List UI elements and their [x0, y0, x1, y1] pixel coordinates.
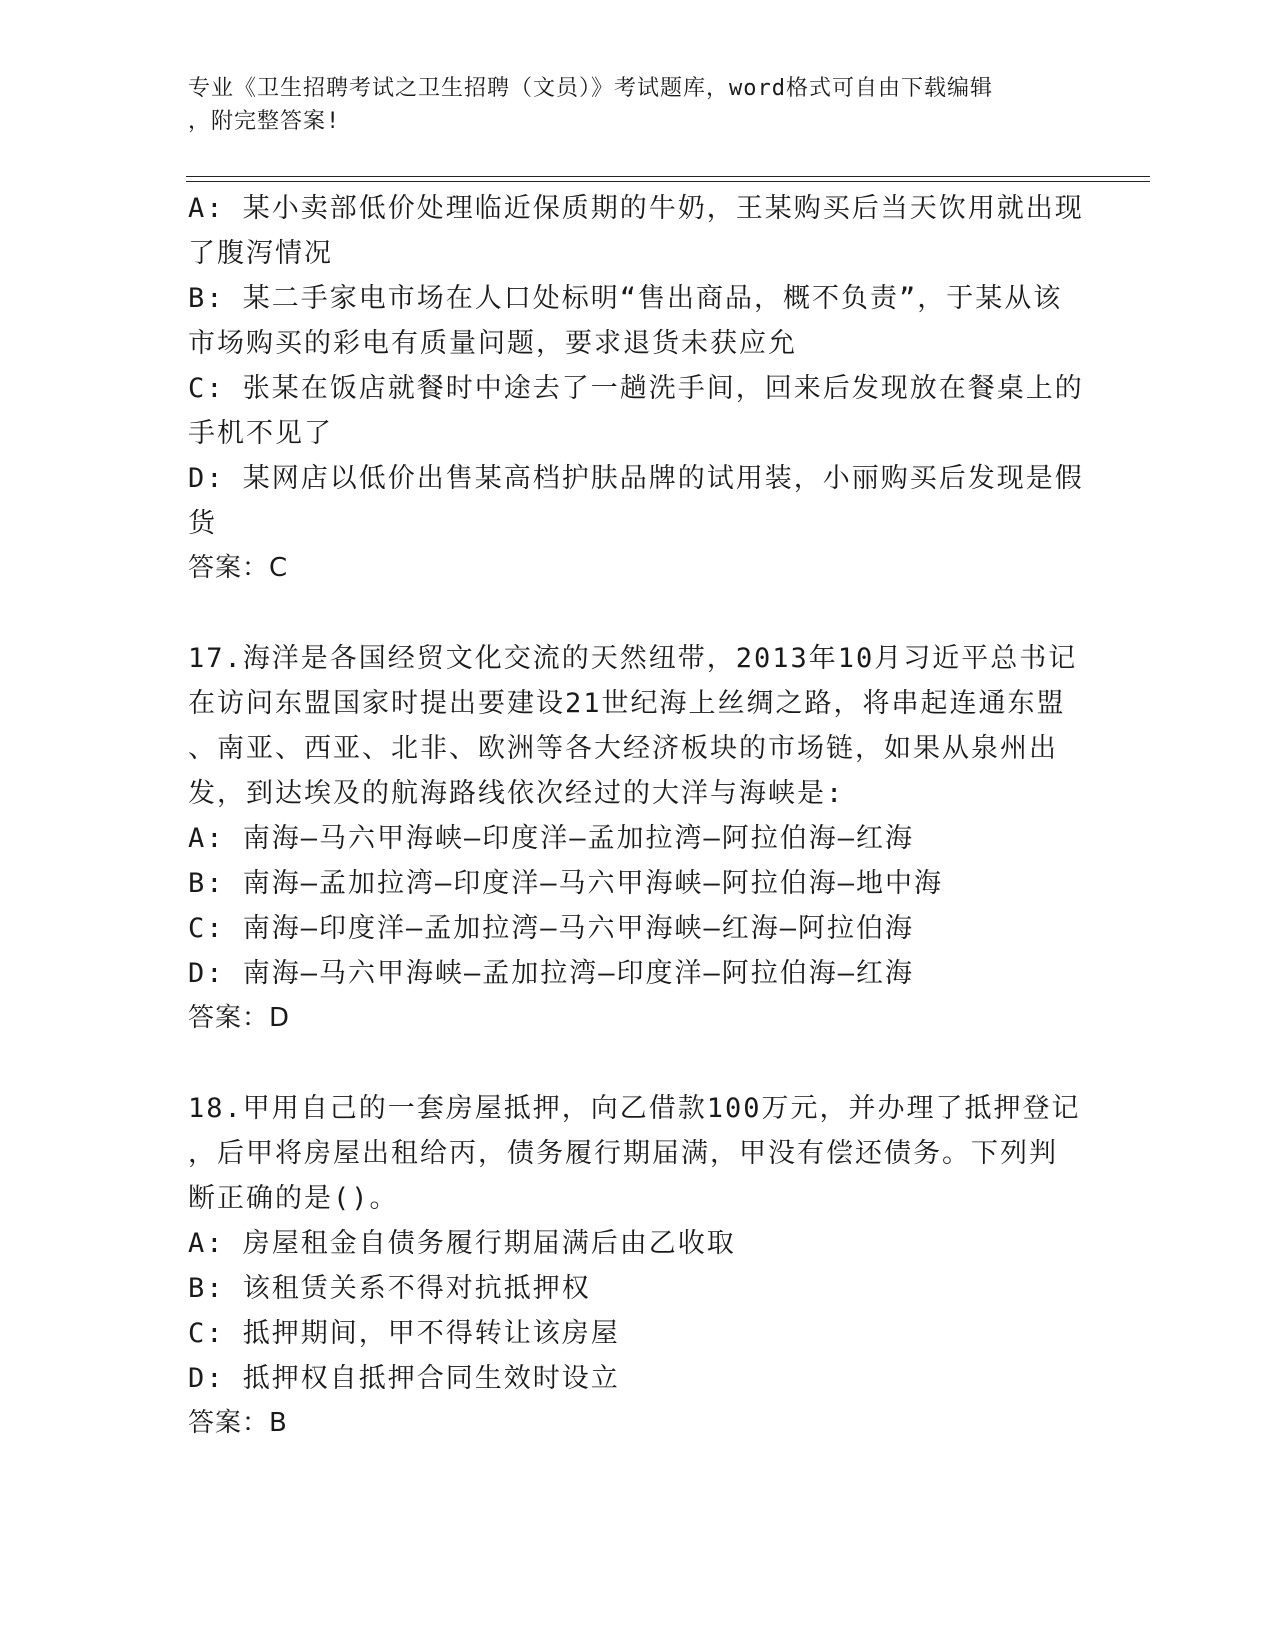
option-c-line-1: C: 张某在饭店就餐时中途去了一趟洗手间，回来后发现放在餐桌上的: [188, 373, 1084, 404]
question-stem-line-1: 18.甲用自己的一套房屋抵押，向乙借款100万元，并办理了抵押登记: [188, 1093, 1081, 1124]
option-d-line-2: 货: [188, 508, 217, 539]
option-c: C: 南海—印度洋—孟加拉湾—马六甲海峡—红海—阿拉伯海: [188, 913, 915, 944]
option-a: A: 南海—马六甲海峡—印度洋—孟加拉湾—阿拉伯海—红海: [188, 823, 915, 854]
option-b-line-1: B: 某二手家电市场在人口处标明“售出商品，概不负责”，于某从该: [188, 283, 1063, 314]
header-line-1: 专业《卫生招聘考试之卫生招聘（文员）》考试题库，word格式可自由下载编辑: [188, 76, 993, 101]
answer-line: 答案：D: [188, 1003, 291, 1033]
option-d-line-1: D: 某网店以低价出售某高档护肤品牌的试用装，小丽购买后发现是假: [188, 463, 1084, 494]
question-stem-line-1: 17.海洋是各国经贸文化交流的天然纽带，2013年10月习近平总书记: [188, 643, 1078, 674]
option-a-line-1: A: 某小卖部低价处理临近保质期的牛奶，王某购买后当天饮用就出现: [188, 193, 1084, 224]
question-stem-line-2: ，后甲将房屋出租给丙，债务履行期届满，甲没有偿还债务。下列判: [188, 1138, 1058, 1169]
question-16: [188, 186, 1088, 591]
option-b: B: 南海—孟加拉湾—印度洋—马六甲海峡—阿拉伯海—地中海: [188, 868, 944, 899]
header-line-2: ，附完整答案!: [188, 109, 341, 134]
answer-line: 答案：B: [188, 1408, 288, 1438]
option-c: C: 抵押期间，甲不得转让该房屋: [188, 1318, 620, 1349]
option-b-line-2: 市场购买的彩电有质量问题，要求退货未获应允: [188, 328, 797, 359]
option-d: D: 抵押权自抵押合同生效时设立: [188, 1363, 620, 1394]
header-divider-bottom: [186, 181, 1150, 182]
option-a: A: 房屋租金自债务履行期届满后由乙收取: [188, 1228, 736, 1259]
document-header: [188, 72, 1068, 138]
question-spacer: [188, 1041, 1088, 1086]
question-stem-line-3: 断正确的是()。: [188, 1183, 399, 1214]
question-17: [188, 636, 1088, 1041]
option-b: B: 该租赁关系不得对抗抵押权: [188, 1273, 591, 1304]
question-stem-line-4: 发，到达埃及的航海路线依次经过的大洋与海峡是:: [188, 778, 845, 809]
option-a-line-2: 了腹泻情况: [188, 238, 333, 269]
question-stem-line-2: 在访问东盟国家时提出要建设21世纪海上丝绸之路，将串起连通东盟: [188, 688, 1066, 719]
answer-line: 答案：C: [188, 553, 289, 583]
question-stem-line-3: 、南亚、西亚、北非、欧洲等各大经济板块的市场链，如果从泉州出: [188, 733, 1058, 764]
option-c-line-2: 手机不见了: [188, 418, 333, 449]
question-18: [188, 1086, 1088, 1446]
question-list: [188, 186, 1088, 1446]
header-divider-top: [186, 176, 1150, 177]
question-spacer: [188, 591, 1088, 636]
option-d: D: 南海—马六甲海峡—孟加拉湾—印度洋—阿拉伯海—红海: [188, 958, 915, 989]
